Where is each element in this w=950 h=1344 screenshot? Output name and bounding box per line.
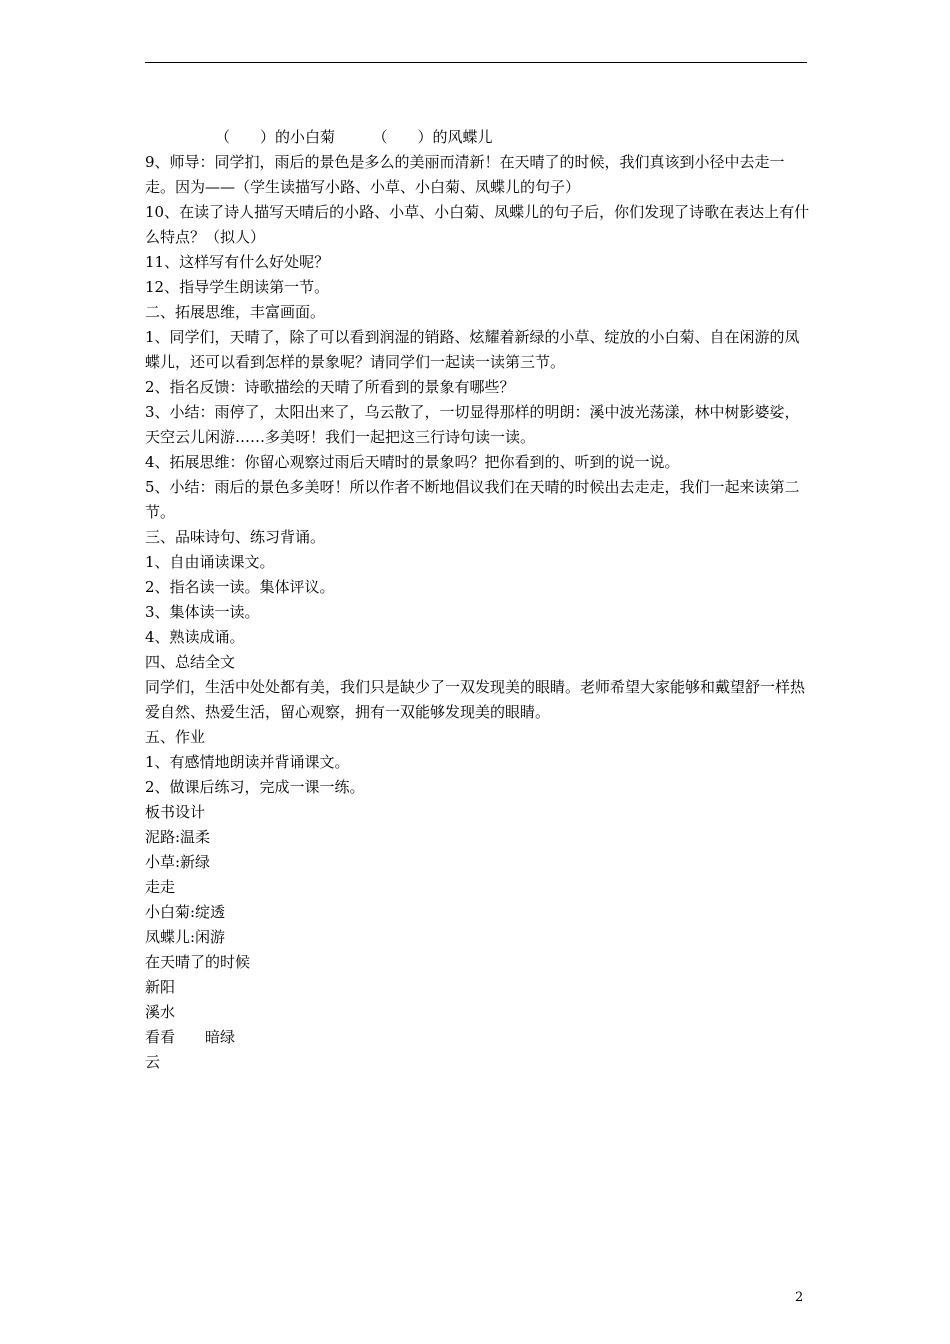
board-line: 新阳 (145, 978, 176, 996)
text-line-10: 10、在读了诗人描写天晴后的小路、小草、小白菊、凤蝶儿的句子后，你们发现了诗歌在表达上有什么特点？（拟人） (145, 203, 810, 246)
text-line-s3-2: 2、指名读一读。集体评议。 (145, 578, 335, 596)
text-line-s2-5: 5、小结：雨后的景色多美呀！所以作者不断地倡议我们在天晴的时候出去走走，我们一起来读第二节。 (145, 478, 800, 521)
section-heading-4: 四、总结全文 (145, 653, 236, 671)
text-line-s3-4: 4、熟读成诵。 (145, 628, 245, 646)
board-line: 凤蝶儿:闲游 (145, 928, 226, 946)
text-line-s2-3: 3、小结：雨停了，太阳出来了，乌云散了，一切显得那样的明朗：溪中波光荡漾，林中树影婆娑，天空云儿闲游……多美呀！我们一起把这三行诗句读一读。 (145, 403, 800, 446)
text-line-9: 9、师导：同学扪，雨后的景色是多么的美丽而清新！在天晴了的时候，我们真该到小径中去走一走。因为——（学生读描写小路、小草、小白菊、凤蝶儿的句子） (145, 153, 785, 196)
board-line: 走走 (145, 878, 176, 896)
text-line-11: 11、这样写有什么好处呢？ (145, 253, 330, 271)
board-line: 在天晴了的时候 (145, 953, 251, 971)
text-line-s2-1: 1、同学们，天晴了，除了可以看到润湿的销路、炫耀着新绿的小草、绽放的小白菊、自在闲游的凤蝶儿，还可以看到怎样的景象呢？请同学们一起读一读第三节。 (145, 328, 800, 371)
section-heading-3: 三、品味诗句、练习背诵。 (145, 528, 326, 546)
text-line-s5-2: 2、做课后练习，完成一课一练。 (145, 778, 365, 796)
text-line-s2-2: 2、指名反馈：诗歌描绘的天晴了所看到的景象有哪些？ (145, 378, 515, 396)
header-rule (145, 62, 807, 63)
document-body (145, 125, 810, 1075)
board-line: 泥路:温柔 (145, 828, 211, 846)
text-line-blanks: （ ）的小白菊 （ ）的风蝶儿 (215, 128, 493, 146)
section-heading-2: 二、拓展思维，丰富画面。 (145, 303, 326, 321)
text-line-s3-3: 3、集体读一读。 (145, 603, 260, 621)
board-line: 看看 暗绿 (145, 1028, 236, 1046)
board-design-heading: 板书设计 (145, 803, 206, 821)
text-line-12: 12、指导学生朗读第一节。 (145, 278, 330, 296)
page-number: 2 (795, 1290, 804, 1305)
board-line: 云 (145, 1053, 161, 1071)
text-line-s2-4: 4、拓展思维：你留心观察过雨后天晴时的景象吗？把你看到的、听到的说一说。 (145, 453, 680, 471)
text-line-s3-1: 1、自由诵读课文。 (145, 553, 275, 571)
board-line: 小草:新绿 (145, 853, 211, 871)
text-line-s5-1: 1、有感情地朗读并背诵课文。 (145, 753, 350, 771)
board-line: 小白菊:绽透 (145, 903, 226, 921)
section-heading-5: 五、作业 (145, 728, 206, 746)
text-line-summary: 同学们，生活中处处都有美，我们只是缺少了一双发现美的眼睛。老师希望大家能够和戴望舒一样热爱自然、热爱生活，留心观察，拥有一双能够发现美的眼睛。 (145, 678, 806, 721)
board-line: 溪水 (145, 1003, 176, 1021)
